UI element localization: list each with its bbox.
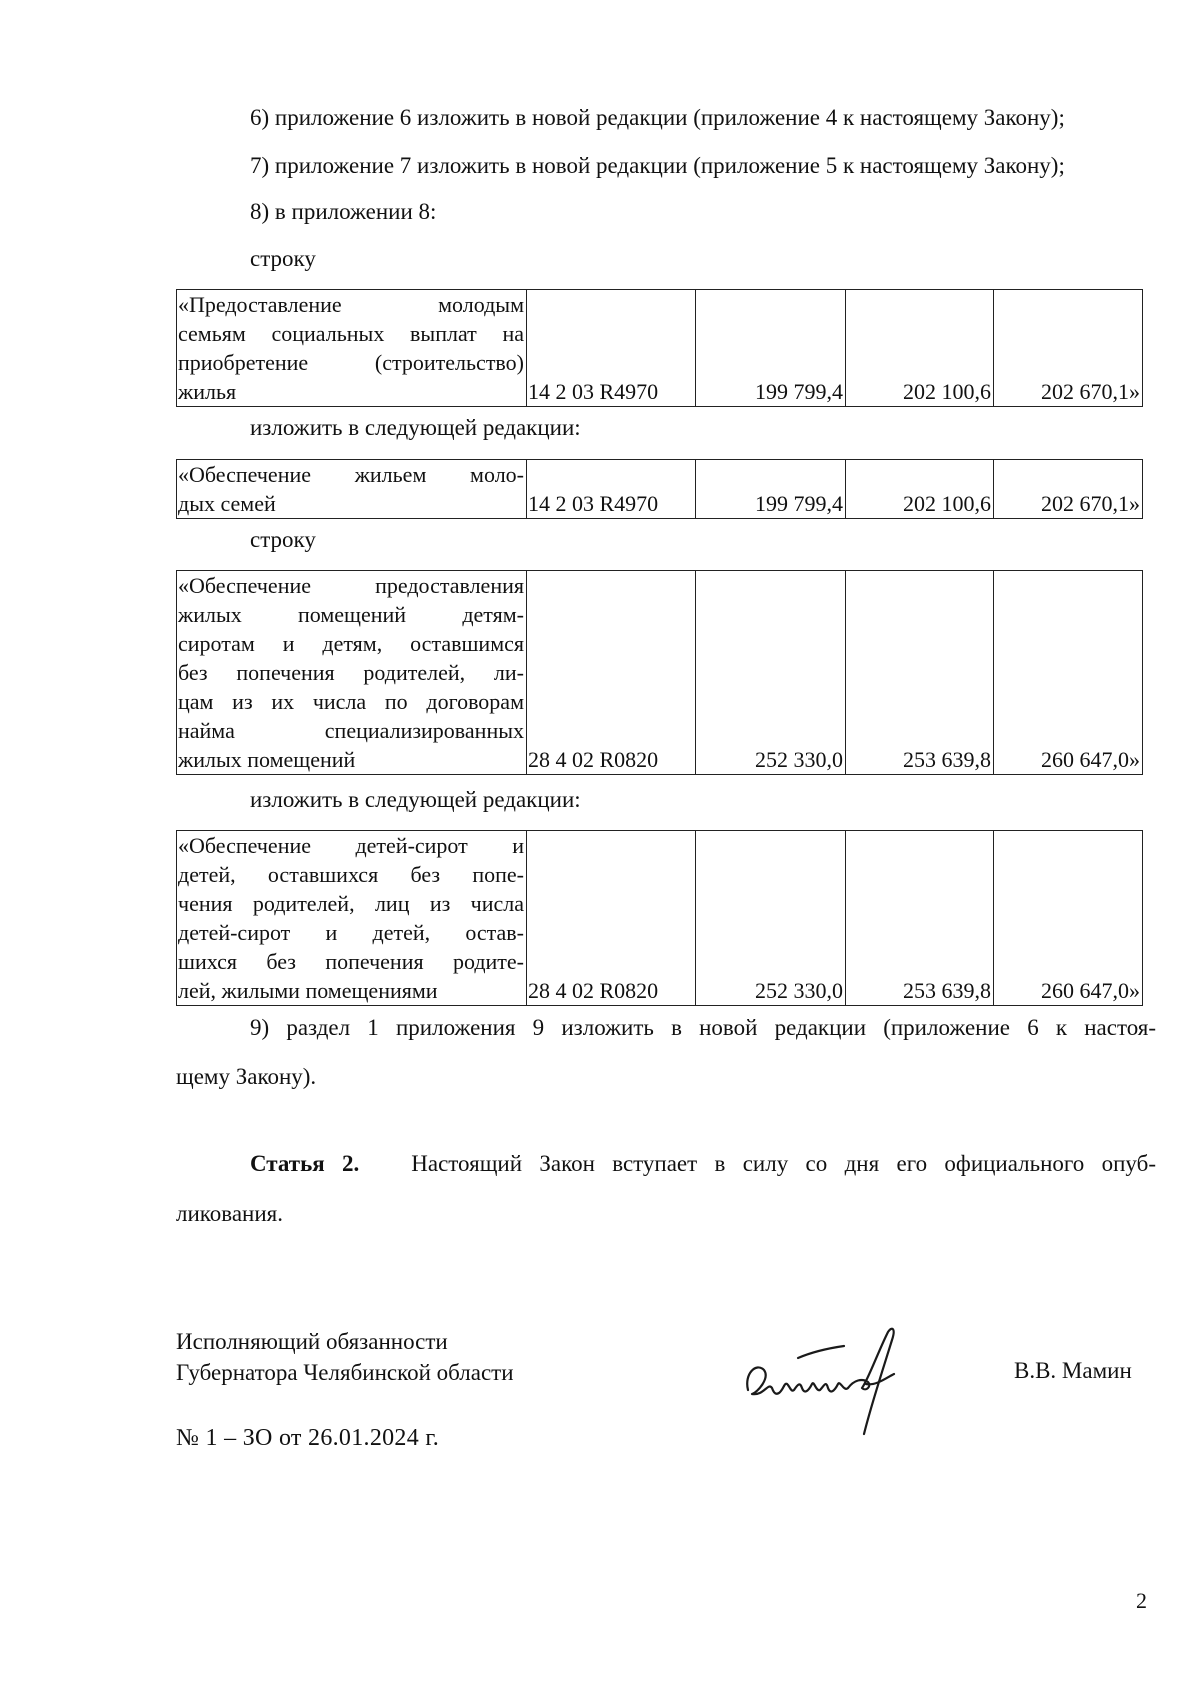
value-cell: 199 799,4 — [696, 290, 846, 407]
name-line: жилья — [178, 379, 237, 404]
table-row — [177, 290, 1143, 407]
signer-position-line-1: Исполняющий обязанности — [176, 1329, 448, 1354]
new-edition-1: изложить в следующей редакции: — [250, 415, 581, 440]
handwritten-signature — [738, 1322, 948, 1442]
value-cell: 260 647,0» — [994, 831, 1143, 1006]
name-line: сиротам и детям, оставшимся — [178, 631, 524, 656]
name-line: приобретение (строительство) — [178, 350, 524, 375]
row-name-cell — [177, 290, 527, 407]
value-cell: 202 670,1» — [994, 290, 1143, 407]
article-2-line-2: ликования. — [176, 1201, 284, 1226]
name-line: жилых помещений — [178, 747, 356, 772]
item-9-text: 9) раздел 1 приложения 9 изложить в новой редакции (приложение 6 к настоя- — [250, 1015, 1156, 1040]
item-6: 6) приложение 6 изложить в новой редакции (приложение 4 к настоящему Закону); — [250, 105, 1065, 130]
item-7: 7) приложение 7 изложить в новой редакции (приложение 5 к настоящему Закону); — [250, 153, 1065, 178]
name-line: дых семей — [178, 491, 276, 516]
name-line: найма специализированных — [178, 718, 524, 743]
table-old-row-2 — [176, 570, 1143, 775]
code-cell: 14 2 03 R4970 — [527, 460, 696, 519]
name-line: «Обеспечение жильем моло- — [178, 462, 524, 487]
article-2-text: Настоящий Закон вступает в силу со дня его официального опуб- — [411, 1151, 1156, 1176]
item-8: 8) в приложении 8: — [250, 199, 437, 224]
law-number: № 1 – ЗО от 26.01.2024 г. — [176, 1425, 440, 1451]
code-cell: 28 4 02 R0820 — [527, 831, 696, 1006]
name-line: детей, оставшихся без попе- — [178, 862, 524, 887]
name-line: «Обеспечение детей-сирот и — [178, 833, 524, 858]
value-cell: 252 330,0 — [696, 831, 846, 1006]
table-new-row-1 — [176, 459, 1143, 519]
value-cell: 260 647,0» — [994, 571, 1143, 775]
item-9-line-1 — [176, 1014, 1156, 1042]
value-cell: 202 100,6 — [846, 290, 994, 407]
signer-name: В.В. Мамин — [1014, 1358, 1132, 1383]
name-line: «Предоставление молодым — [178, 292, 524, 317]
name-line: без попечения родителей, ли- — [178, 660, 524, 685]
name-line: детей-сирот и детей, остав- — [178, 920, 524, 945]
row-word-2: строку — [250, 527, 316, 552]
new-edition-2: изложить в следующей редакции: — [250, 787, 581, 812]
code-cell: 28 4 02 R0820 — [527, 571, 696, 775]
article-2-line-1 — [176, 1150, 1156, 1178]
table-row — [177, 571, 1143, 775]
value-cell: 253 639,8 — [846, 831, 994, 1006]
table-row — [177, 831, 1143, 1006]
signer-position-line-2: Губернатора Челябинской области — [176, 1360, 514, 1385]
name-line: жилых помещений детям- — [178, 602, 524, 627]
code-cell: 14 2 03 R4970 — [527, 290, 696, 407]
value-cell: 199 799,4 — [696, 460, 846, 519]
table-old-row-1 — [176, 289, 1143, 407]
item-9-line-2: щему Закону). — [176, 1064, 317, 1089]
value-cell: 253 639,8 — [846, 571, 994, 775]
page-number: 2 — [1136, 1588, 1147, 1613]
value-cell: 202 670,1» — [994, 460, 1143, 519]
row-name-cell — [177, 831, 527, 1006]
name-line: «Обеспечение предоставления — [178, 573, 524, 598]
name-line: лей, жилыми помещениями — [178, 978, 438, 1003]
row-word-1: строку — [250, 246, 316, 271]
table-new-row-2 — [176, 830, 1143, 1006]
row-name-cell — [177, 460, 527, 519]
value-cell: 202 100,6 — [846, 460, 994, 519]
value-cell: 252 330,0 — [696, 571, 846, 775]
article-2-label: Статья 2. — [250, 1151, 360, 1176]
name-line: чения родителей, лиц из числа — [178, 891, 524, 916]
name-line: семьям социальных выплат на — [178, 321, 524, 346]
row-name-cell — [177, 571, 527, 775]
table-row — [177, 460, 1143, 519]
name-line: шихся без попечения родите- — [178, 949, 524, 974]
name-line: цам из их числа по договорам — [178, 689, 524, 714]
